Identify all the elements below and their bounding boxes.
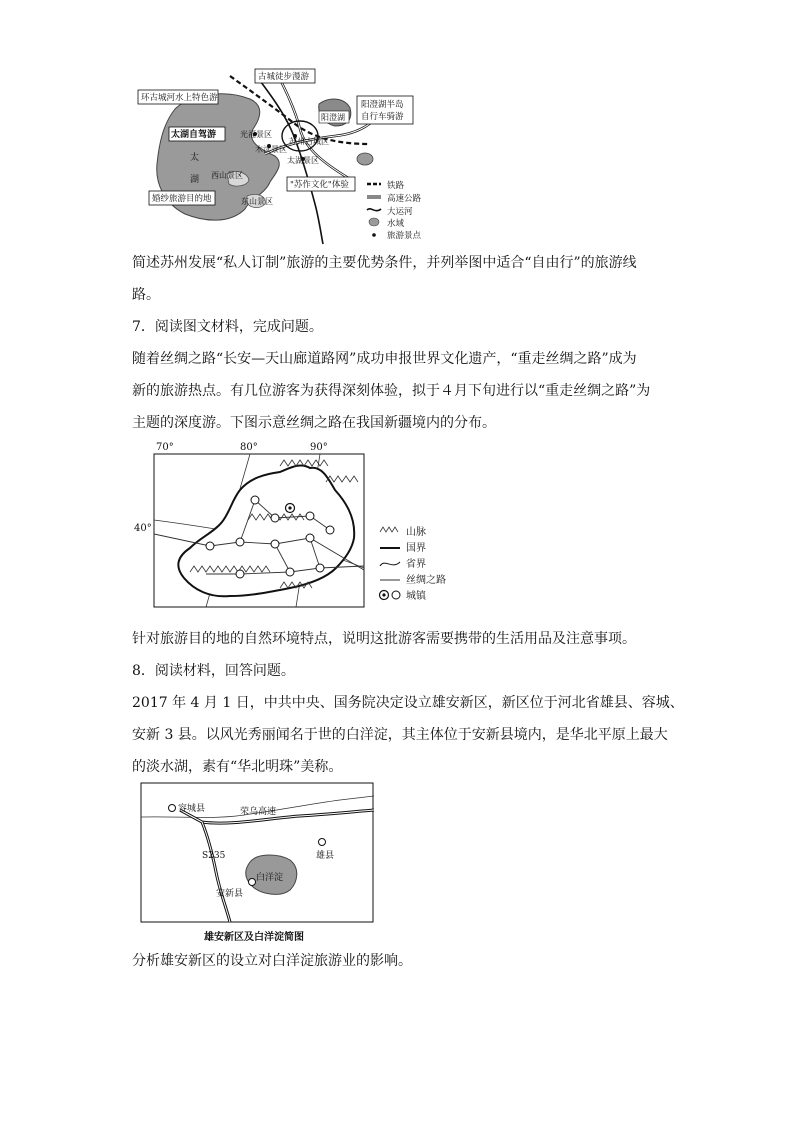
label-mudu: 木渎景区 xyxy=(255,145,287,154)
label-suzhou-old: 苏州古城区 xyxy=(289,137,329,146)
label-wedding: 婚纱旅游目的地 xyxy=(152,194,212,204)
label-gucheng-walk: 古城徒步漫游 xyxy=(258,72,310,82)
lat-label-40: 40° xyxy=(134,523,152,534)
label-taihu-drive: 太湖自驾游 xyxy=(171,130,217,140)
q8-title: 8．阅读材料，回答问题。 xyxy=(132,663,295,679)
q6-text-line-1: 简述苏州发展“私人订制”旅游的主要优势条件，并列举图中适合“自由行”的旅游线 xyxy=(132,255,637,271)
label-yangcheng-bike-1: 阳澄湖半岛 xyxy=(361,100,404,110)
label-river-tour: 环古城河水上特色游 xyxy=(141,93,218,103)
svg-text:山脉: 山脉 xyxy=(406,527,426,538)
label-xishan: 西山景区 xyxy=(211,171,243,180)
label-taihu-scenic: 太湖景区 xyxy=(287,156,319,165)
q8-question: 分析雄安新区的设立对白洋淀旅游业的影响。 xyxy=(132,953,412,969)
label-guangfu: 光福景区 xyxy=(240,130,272,139)
svg-text:大运河: 大运河 xyxy=(387,207,413,217)
label-rongcheng: 容城县 xyxy=(178,804,206,814)
label-tai: 太 xyxy=(190,153,200,163)
svg-text:丝绸之路: 丝绸之路 xyxy=(406,575,446,586)
lon-label-70: 70° xyxy=(156,442,174,453)
svg-text:水域: 水域 xyxy=(387,219,405,229)
map3-caption: 雄安新区及白洋淀简图 xyxy=(204,932,304,943)
lon-label-90: 90° xyxy=(310,442,328,453)
label-yangcheng-bike-2: 自行车骑游 xyxy=(361,112,404,122)
anxin-town xyxy=(249,879,256,886)
lon-label-80: 80° xyxy=(240,442,258,453)
label-baiyangdian: 白洋淀 xyxy=(256,873,284,883)
q6-text-line-2: 路。 xyxy=(132,287,160,303)
q7-text-line-1: 随着丝绸之路“长安—天山廊道路网”成功申报世界文化遗产，“重走丝绸之路”成为 xyxy=(132,351,637,367)
svg-text:高速公路: 高速公路 xyxy=(387,194,422,204)
small-lake xyxy=(357,153,373,165)
svg-text:铁路: 铁路 xyxy=(387,181,405,191)
svg-text:旅游景点: 旅游景点 xyxy=(387,231,422,241)
xiongxian-town xyxy=(319,839,326,846)
q8-text-line-1: 2017 年 4 月 1 日，中共中央、国务院决定设立雄安新区，新区位于河北省雄县、容城、 xyxy=(132,695,684,711)
xiongan-map xyxy=(140,782,376,924)
q7-text-line-2: 新的旅游热点。有几位游客为获得深刻体验，拟于４月下旬进行以“重走丝绸之路”为 xyxy=(132,383,651,399)
map1-legend xyxy=(367,180,422,241)
label-anxin: 安新县 xyxy=(216,889,244,899)
svg-text:省界: 省界 xyxy=(406,559,426,570)
q8-text-line-2: 安新 3 县。以风光秀丽闻名于世的白洋淀，其主体位于安新县境内，是华北平原上最大 xyxy=(132,727,668,743)
map2-legend xyxy=(380,525,447,602)
q8-text-line-3: 的淡水湖，素有“华北明珠”美称。 xyxy=(132,759,343,775)
svg-text:国界: 国界 xyxy=(406,543,426,554)
map3-frame xyxy=(141,783,373,922)
rongcheng-town xyxy=(169,805,176,812)
silk-road-xinjiang-map xyxy=(130,438,470,612)
suzhou-tourism-map xyxy=(135,64,465,246)
q7-text-line-3: 主题的深度游。下图示意丝绸之路在我国新疆境内的分布。 xyxy=(132,415,496,431)
label-suzuo: "苏作文化"体验 xyxy=(290,180,349,190)
label-s235: S235 xyxy=(202,851,226,861)
label-xiongxian: 雄县 xyxy=(316,851,335,861)
label-hu: 湖 xyxy=(190,175,200,185)
svg-text:城镇: 城镇 xyxy=(406,591,426,602)
q7-title: 7．阅读图文材料，完成问题。 xyxy=(132,319,323,335)
label-highway: 荣乌高速 xyxy=(240,807,277,817)
label-dongshan: 东山景区 xyxy=(241,197,273,206)
q7-question: 针对旅游目的地的自然环境特点，说明这批游客需要携带的生活用品及注意事项。 xyxy=(132,631,636,647)
label-yangcheng-lake: 阳澄湖 xyxy=(321,113,345,122)
